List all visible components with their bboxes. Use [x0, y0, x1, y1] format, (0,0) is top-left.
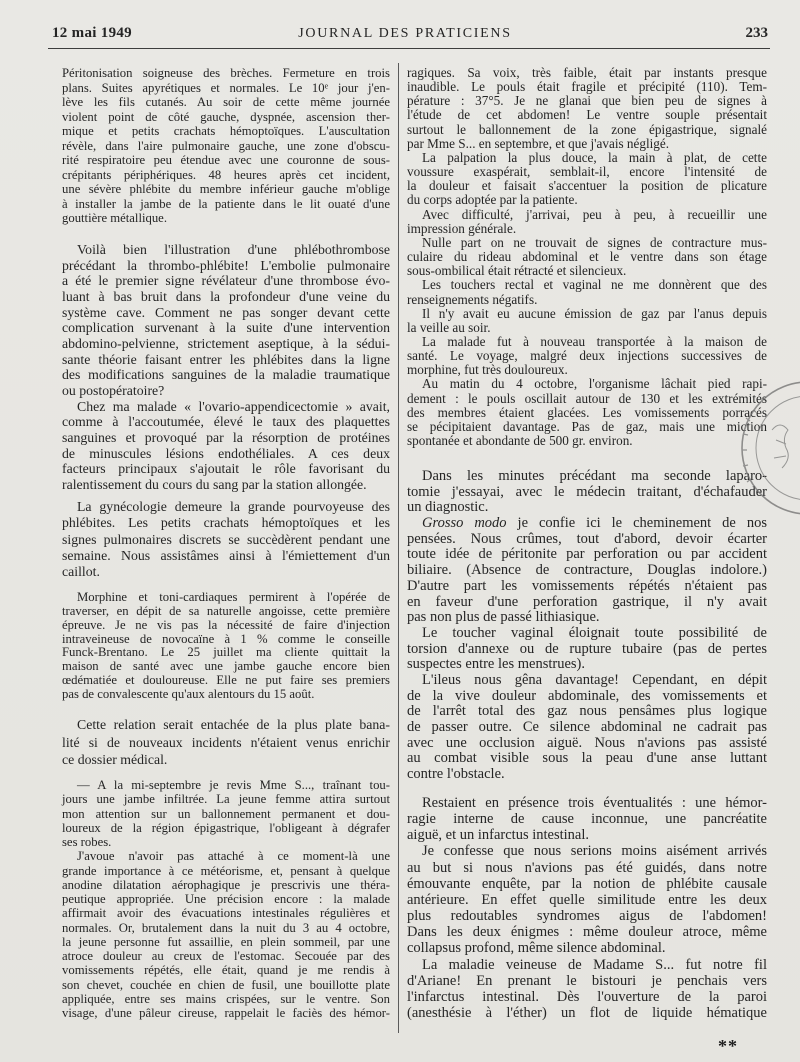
- text-line: par Mme S... en septembre, et que j'avais négligé.: [407, 135, 670, 151]
- text-line: (anesthésie à l'éther) un flot de liquide hématique: [407, 1005, 767, 1022]
- paragraph: [62, 591, 390, 702]
- text-line: maison de santé avec une jambe gauche encore bien: [62, 659, 390, 674]
- text-line: pas non plus de passé lithiasique.: [407, 609, 600, 626]
- text-line: — A la mi-septembre je revis Mme S..., traînant tou-: [77, 778, 390, 792]
- text-line: spontanée et abondante de 500 gr. environ.: [407, 433, 633, 449]
- text-line: de l'arrêt total des gaz nous pensâmes plus logique: [407, 703, 767, 720]
- text-line: crépitants périphériques. 48 heures après cet incident,: [62, 167, 390, 182]
- text-line: pas de convalescente qu'aux alentours du 15 août.: [62, 687, 315, 702]
- text-line: de minuscules lésions endothéliales. A ces deux: [62, 445, 390, 461]
- text-block: [407, 469, 767, 783]
- text-line: des membres étaient glacées. Les vomissements porracés: [407, 404, 767, 420]
- text-line: son chevet, couchée en chien de fusil, une bouillotte plate: [62, 977, 390, 992]
- footer-signature-mark: **: [718, 1036, 738, 1056]
- paragraph: [407, 236, 767, 278]
- text-line: l'étude de cet abdomen! Le ventre souple présentait: [407, 107, 767, 123]
- text-line: comme à l'accoutumée, élevé le taux des plaquettes: [62, 414, 390, 430]
- text-line: ou postopératoire?: [62, 383, 165, 399]
- text-line: Avec difficulté, j'arrivai, peu à peu, à recueillir une: [422, 206, 767, 222]
- text-line: Au matin du 4 octobre, l'organisme lâchait pied rapi-: [422, 376, 767, 392]
- text-line: lité si de nouveaux incidents n'étaient venus enrichir: [62, 734, 390, 750]
- text-line: rité respiratoire peu étendue avec une couronne de sous-: [62, 153, 390, 167]
- text-line: Dans les deux énigmes : même douleur atroce, même: [407, 924, 767, 941]
- paragraph: [407, 278, 767, 306]
- text-line: Voilà bien l'illustration d'une phlébothrombose: [77, 242, 390, 257]
- text-line: pérature : 37°5. Je ne glanai que bien peu de signes à: [407, 93, 767, 109]
- text-line: au combat visible sous la peau d'une anse luttant: [407, 750, 767, 767]
- text-line: lève les fils cutanés. Au soir de cette même journée: [62, 95, 390, 109]
- paragraph: [62, 499, 390, 580]
- text-line: signes pulmonaires discrets se succèdèrent pendant une: [62, 531, 390, 547]
- text-run: je confie ici le cheminement de nos: [506, 515, 767, 532]
- page-number: 233: [745, 25, 768, 41]
- text-line: vomissements répétés, elle était, quand je me rendis à: [62, 963, 390, 978]
- paragraph: [407, 377, 767, 448]
- text-line: atroce douleur au creux de l'estomac. Secouée par des: [62, 949, 390, 963]
- text-line: précédant la thrombo-phlébite! L'embolie pulmonaire: [62, 257, 390, 273]
- text-line: œdématiée et douloureuse. Elle ne put faire ses premiers: [62, 673, 390, 688]
- paragraph: [407, 335, 767, 377]
- text-line: contre l'obstacle.: [407, 766, 505, 783]
- text-line: révèle, dans l'aire pulmonaire gauche, une zone d'obscu-: [62, 138, 390, 153]
- text-line: Le toucher vaginal éloignait toute possibilité de: [422, 624, 767, 641]
- left-column: [62, 0, 390, 1040]
- text-line: de passer outre. Ce silence abdominal ne cadrait pas: [407, 719, 767, 735]
- text-line: traverser, en dépit de sa naturelle angoisse, cette première: [62, 603, 390, 618]
- text-line: Chez ma malade « l'ovario-appendicectomie » avait,: [77, 398, 390, 414]
- text-line: sante théorie faisant entrer les phlébites dans la ligne: [62, 351, 390, 367]
- paragraph: [407, 516, 767, 626]
- paragraph: [62, 778, 390, 849]
- text-line: des modifications sanguines de la maladie traumatique: [62, 367, 390, 383]
- text-line: inaudible. Le pouls était fragile et précipité (110). Tem-: [407, 79, 767, 95]
- text-line: ragiques. Sa voix, très faible, était par instants presque: [407, 65, 767, 80]
- paragraph: [407, 843, 767, 956]
- paragraph: [62, 66, 390, 226]
- text-line: ses robes.: [62, 835, 112, 849]
- text-line: d'Ariane! En prenant le bistouri je penchais vers: [407, 972, 767, 989]
- text-line: une sévère phlébite du membre inférieur gauche m'oblige: [62, 182, 390, 196]
- text-line: semaine. Nous assistâmes ainsi à l'émiettement d'un: [62, 547, 390, 563]
- text-line: loureux de la région épigastrique, l'obligeant à dégrafer: [62, 820, 390, 835]
- text-line: en faveur d'une perforation gastrique, il n'y avait: [407, 593, 767, 610]
- text-line: ralentissement du cours du sang par la station allongée.: [62, 477, 367, 493]
- text-line: complication survenant à la suite d'une intervention: [62, 320, 390, 336]
- text-line: à installer la jambe de la patiente dans le lit ouaté d'une: [62, 196, 390, 211]
- text-line: [407, 516, 767, 532]
- text-line: antérieure. En effet quelle similitude entre les deux: [407, 891, 767, 908]
- right-column: [407, 0, 767, 1040]
- text-line: La gynécologie demeure la grande pourvoyeuse des: [77, 499, 390, 514]
- text-block: [407, 795, 767, 1021]
- italic-text: Grosso modo: [422, 515, 507, 532]
- text-line: impression générale.: [407, 220, 517, 236]
- text-line: La malade fut à nouveau transportée à la maison de: [422, 333, 767, 349]
- text-line: de la vive douleur abdominale, des vomissements et: [407, 687, 767, 704]
- text-line: facteurs principaux s'ajoutait le rôle favorisant du: [62, 461, 390, 477]
- text-block: [62, 499, 390, 580]
- stamp-emblem: [772, 425, 788, 468]
- text-line: grande importance à ce météorisme, et, pensant à quelque: [62, 863, 390, 878]
- paragraph: [407, 957, 767, 1022]
- text-line: dement : le pouls oscillait autour de 130 et les extrémités: [407, 390, 767, 406]
- text-line: la jeune personne fut assaillie, en plein sommeil, par une: [62, 934, 390, 949]
- text-line: torsion d'annexe ou de rupture tubaire (pas de pertes: [407, 640, 767, 657]
- text-line: Les touchers rectal et vaginal ne me donnèrent que des: [422, 277, 767, 293]
- text-line: pensées. Nous crûmes, tout d'abord, devoir écarter: [407, 530, 767, 547]
- text-line: luant à bas bruit dans la profondeur d'une veine du: [62, 289, 390, 305]
- text-line: La maladie veineuse de Madame S... fut notre fil: [422, 956, 767, 973]
- running-header-date: 12 mai 1949: [52, 25, 132, 41]
- text-line: santé. Le voyage, malgré deux injections successives de: [407, 348, 767, 364]
- text-line: caillot.: [62, 564, 100, 579]
- paragraph: [407, 795, 767, 843]
- paragraph: [62, 849, 390, 1020]
- text-line: aiguë, et un infarctus intestinal.: [407, 827, 590, 844]
- text-run: plans. Suites apyrétiques et normales. Le 10: [62, 80, 325, 95]
- text-line: Dans les minutes précédant ma seconde laparo-: [422, 468, 767, 484]
- text-line: normales. Or, brutalement dans la nuit du 3 au 4 octobre,: [62, 920, 390, 935]
- text-line: plus redoutables syndromes aigus de l'abdomen!: [407, 908, 767, 925]
- text-line: Morphine et toni-cardiaques permirent à l'opérée de: [77, 590, 390, 604]
- text-line: gouttière métallique.: [62, 211, 167, 225]
- text-line: mon attention sur un ballonnement permanent et dou-: [62, 806, 390, 821]
- text-line: Cette relation serait entachée de la plus plate bana-: [77, 717, 390, 732]
- text-line: collapsus profond, même silence abdominal.: [407, 940, 666, 957]
- text-line: J'avoue n'avoir pas attaché à ce moment-là une: [77, 849, 390, 864]
- text-line: émouvante enquête, par la notion de phlébite causale: [407, 875, 767, 892]
- text-line: tomie j'essayai, avec le médecin traitant, d'échafauder: [407, 483, 767, 500]
- column-rule: [398, 63, 399, 1033]
- text-line: peutique appropriée. Une précision encore : la malade: [62, 892, 390, 906]
- text-line: Funck-Brentano. Le 25 juillet ma cliente quittait la: [62, 645, 390, 660]
- text-line: toute idée de péritonite par perforation ou par accident: [407, 546, 767, 563]
- text-block: [407, 66, 767, 448]
- paragraph: [62, 242, 390, 399]
- text-run: jour j'en-: [328, 80, 390, 95]
- text-line: culaire du rideau abdominal et le ventre dans son étage: [407, 249, 767, 265]
- paragraph: [407, 626, 767, 673]
- text-line: jours une jambe infiltrée. La jeune femme attira surtout: [62, 792, 390, 807]
- paragraph: [407, 469, 767, 516]
- text-line: ragie interne de cause inconnue, une pancréatite: [407, 811, 767, 828]
- text-line: intraveineuse de novocaïne à 1 % comme le conseille: [62, 631, 390, 646]
- text-line: Je confesse que nous serions moins aisément arrivés: [422, 843, 767, 860]
- text-line: ce dossier médical.: [62, 752, 168, 767]
- text-line: épreuve. Je ne vis pas la nécessité de faire d'injection: [62, 617, 390, 632]
- text-block: [62, 591, 390, 702]
- paragraph: [407, 66, 767, 151]
- text-line: se pécipitaient davantage. Pas de gaz, mais une miction: [407, 418, 767, 434]
- text-line: affirmait avoir des évacuations intestinales régulières et: [62, 906, 390, 921]
- text-line: morphine, fut très douloureux.: [407, 362, 568, 378]
- text-line: Restaient en présence trois éventualités : une hémor-: [422, 795, 767, 811]
- text-block: [62, 66, 390, 226]
- text-line: anodine dilatation aérophagique je prescrivis une théra-: [62, 877, 390, 892]
- text-block: [62, 716, 390, 769]
- text-line: sous-ombilical était rétracté et silencieux.: [407, 263, 627, 279]
- text-line: système cave. Comment ne pas songer devant cette: [62, 304, 390, 320]
- text-line: la douleur et faisait s'accentuer la position de plicature: [407, 178, 767, 194]
- text-line: L'ileus nous gêna davantage! Cependant, en dépit: [422, 671, 767, 688]
- paragraph: [407, 673, 767, 783]
- text-line: appliquée, entre ses mains crispées, sur le ventre. Son: [62, 991, 390, 1006]
- superscript: e: [324, 80, 329, 90]
- text-line: abdomino-pelvienne, strictement aseptique, à la sédui-: [62, 336, 390, 352]
- text-line: Péritonisation soigneuse des brèches. Fermeture en trois: [62, 66, 390, 80]
- text-line: [62, 81, 390, 96]
- text-line: mique et petits crachats hémoptoïques. L'auscultation: [62, 124, 390, 138]
- text-line: suspectes entre les menstrues).: [407, 656, 585, 673]
- paragraph: [407, 151, 767, 208]
- paragraph: [407, 208, 767, 236]
- text-block: [62, 778, 390, 1020]
- text-line: Il n'y avait eu aucune émission de gaz par l'anus depuis: [422, 305, 767, 321]
- text-line: au but si nous n'avions pas été guidés, dans notre: [407, 859, 767, 876]
- text-line: a été le premier signe révélateur d'une thrombose évo-: [62, 273, 390, 289]
- text-line: du corps adoptée par la patiente.: [407, 192, 578, 208]
- text-line: surtout le ballonnement de la zone épigastrique, signalé: [407, 121, 767, 137]
- text-line: renseignements négatifs.: [407, 291, 538, 307]
- text-line: visage, d'une pâleur cireuse, rappelait le faciès des hémor-: [62, 1006, 390, 1020]
- text-line: l'infarctus intestinal. Dès l'ouverture de la paroi: [407, 988, 767, 1005]
- text-line: voussure exaspérait, semblait-il, encore l'intensité de: [407, 164, 767, 180]
- text-line: phlébites. Les petits crachats hémoptoïques et les: [62, 515, 390, 531]
- text-line: D'autre part les vomissements répétés n'étaient pas: [407, 577, 767, 594]
- paragraph: [62, 399, 390, 493]
- text-line: la veille au soir.: [407, 319, 491, 335]
- text-line: avec une occlusion aiguë. Nous n'avions pas assisté: [407, 734, 767, 751]
- text-line: Nulle part on ne trouvait de signes de contracture mus-: [422, 234, 767, 250]
- text-line: sanguines et provoqué par la résorption de protéines: [62, 430, 390, 446]
- text-line: La palpation la plus douce, la main à plat, de cette: [422, 149, 767, 165]
- paragraph: [62, 716, 390, 769]
- paragraph: [407, 307, 767, 335]
- text-line: violent point de côté gauche, dyspnée, ascension ther-: [62, 109, 390, 124]
- text-line: un diagnostic.: [407, 499, 489, 516]
- running-header-title: JOURNAL DES PRATICIENS: [298, 26, 512, 41]
- text-line: biliaire. (Absence de contracture, Douglas indolore.): [407, 562, 767, 579]
- text-block: [62, 242, 390, 493]
